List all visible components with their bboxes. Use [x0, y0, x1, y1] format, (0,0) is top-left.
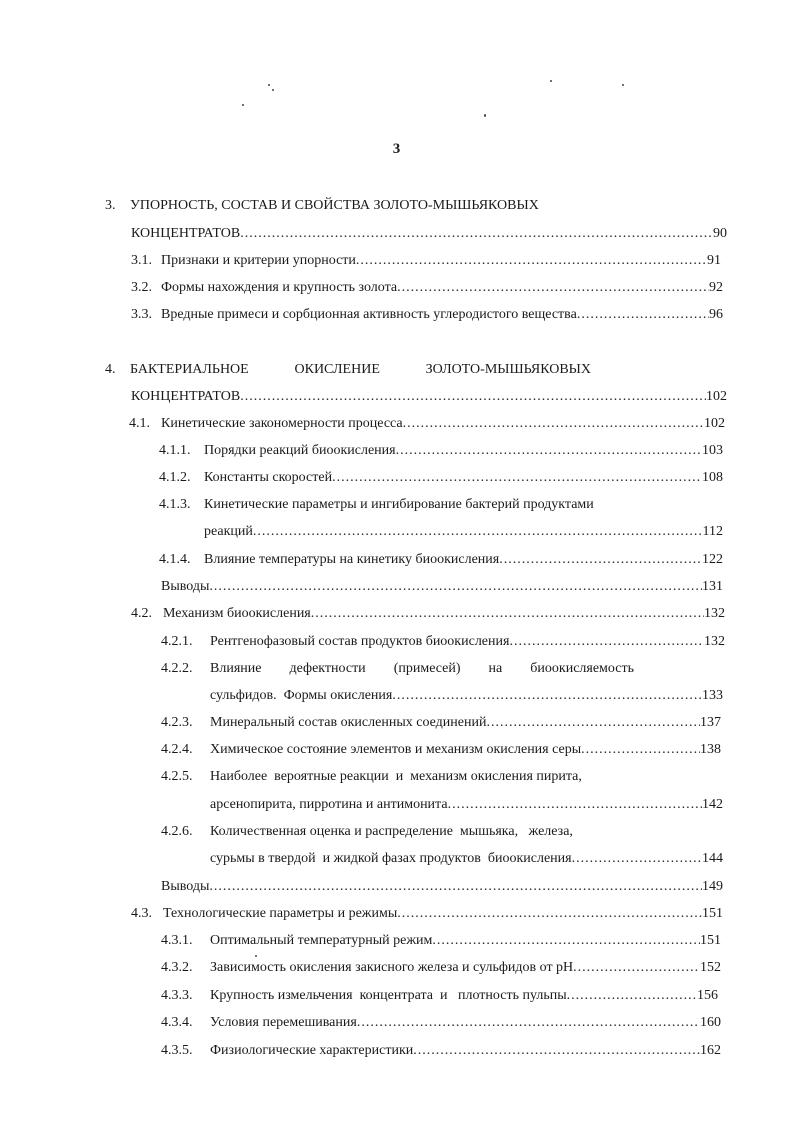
toc-title: Выводы — [161, 579, 210, 594]
toc-page: 151 — [702, 906, 723, 921]
toc-number: 3.2. — [131, 280, 152, 295]
toc-entry-3-3 — [131, 305, 723, 325]
toc-title: Влияние температуры на кинетику биоокисления — [204, 552, 500, 567]
toc-page: 151 — [700, 933, 721, 948]
toc-title: Порядки реакций биоокисления — [204, 443, 396, 458]
toc-section-4-2 — [131, 604, 725, 624]
toc-page: 131 — [702, 579, 723, 594]
toc-title: арсенопирита, пирротина и антимонита — [210, 797, 448, 812]
toc-title: КОНЦЕНТРАТОВ — [131, 389, 241, 404]
toc-page: 162 — [700, 1043, 721, 1058]
toc-title: Кинетические параметры и ингибирование бактерий продуктами — [204, 497, 594, 512]
toc-leader-dots — [311, 604, 704, 624]
toc-title: КОНЦЕНТРАТОВ — [131, 226, 241, 241]
toc-leader-dots — [240, 387, 706, 407]
toc-title: Крупность измельчения концентрата и плотность пульпы — [210, 988, 567, 1003]
toc-title: Рентгенофазовый состав продуктов биоокисления — [210, 634, 510, 649]
toc-number: 4.2.2. — [161, 661, 193, 676]
toc-title: Признаки и критерии упорности — [161, 253, 356, 268]
toc-entry-4-2-6-continuation — [210, 849, 723, 869]
toc-leader-dots — [357, 1013, 700, 1033]
scan-speck — [484, 114, 486, 117]
toc-leader-dots — [403, 414, 704, 434]
toc-title: Формы нахождения и крупность золота — [161, 280, 398, 295]
scan-speck — [242, 104, 244, 106]
toc-title: Физиологические характеристики — [210, 1043, 414, 1058]
toc-section-4-1 — [129, 414, 725, 434]
toc-title-word: биоокисляемость — [530, 661, 634, 676]
toc-page: 138 — [700, 742, 721, 757]
toc-chapter-3-continuation — [131, 224, 727, 244]
toc-title-word: БАКТЕРИАЛЬНОЕ — [130, 362, 249, 377]
toc-title-word: (примесей) — [393, 661, 461, 676]
toc-title: сульфидов. Формы окисления — [210, 688, 393, 703]
toc-title: Условия перемешивания — [210, 1015, 357, 1030]
toc-title-word: на — [488, 661, 503, 676]
toc-title: Оптимальный температурный режим — [210, 933, 433, 948]
toc-title: Количественная оценка и распределение мышьяка, железа, — [210, 824, 573, 839]
toc-leader-dots — [581, 740, 700, 760]
toc-title: Выводы — [161, 879, 210, 894]
toc-leader-dots — [432, 931, 700, 951]
toc-title: сурьмы в твердой и жидкой фазах продуктов биоокисления — [210, 851, 572, 866]
toc-chapter-3-title — [105, 196, 705, 216]
toc-number: 4.3.5. — [161, 1043, 193, 1058]
toc-title-word: дефектности — [289, 661, 366, 676]
toc-page: 92 — [709, 280, 723, 295]
toc-leader-dots — [448, 795, 702, 815]
toc-leader-dots — [499, 550, 702, 570]
scan-speck — [272, 89, 274, 91]
toc-title: УПОРНОСТЬ, СОСТАВ И СВОЙСТВА ЗОЛОТО-МЫШЬЯКОВЫХ — [130, 198, 539, 213]
toc-number: 3.1. — [131, 253, 152, 268]
toc-page: 103 — [702, 443, 723, 458]
toc-entry-4-3-5 — [161, 1041, 721, 1061]
toc-page: 108 — [702, 470, 723, 485]
toc-page: 102 — [704, 416, 725, 431]
toc-number: 4.1.4. — [159, 552, 191, 567]
toc-title — [210, 659, 634, 679]
toc-number: 4. — [105, 362, 116, 377]
toc-entry-4-1-3 — [159, 495, 659, 515]
toc-leader-dots — [397, 278, 709, 298]
toc-number: 4.3.1. — [161, 933, 193, 948]
scan-speck — [255, 955, 257, 957]
toc-number: 4.2.1. — [161, 634, 193, 649]
toc-entry-4-3-1 — [161, 931, 721, 951]
toc-leader-dots — [356, 251, 707, 271]
toc-page: 91 — [707, 253, 721, 268]
toc-leader-dots — [240, 224, 713, 244]
toc-number: 4.2.5. — [161, 769, 193, 784]
toc-page: 96 — [709, 307, 723, 322]
toc-number: 3. — [105, 198, 116, 213]
toc-title: Кинетические закономерности процесса — [161, 416, 403, 431]
toc-leader-dots — [209, 577, 702, 597]
toc-page: 144 — [702, 851, 723, 866]
toc-title: Механизм биоокисления — [163, 606, 311, 621]
toc-number: 4.2.4. — [161, 742, 193, 757]
toc-entry-4-1-3-continuation — [204, 522, 723, 542]
toc-page: 142 — [702, 797, 723, 812]
scan-speck — [622, 84, 624, 86]
toc-number: 4.2. — [131, 606, 152, 621]
toc-entry-4-2-2-continuation — [210, 686, 723, 706]
toc-title: Минеральный состав окисленных соединений — [210, 715, 487, 730]
toc-page: 112 — [702, 524, 723, 539]
toc-page: 152 — [700, 960, 721, 975]
toc-chapter-4-title — [105, 360, 591, 380]
toc-page: 132 — [704, 634, 725, 649]
toc-title: Вредные примеси и сорбционная активность углеродистого вещества — [161, 307, 577, 322]
toc-leader-dots — [567, 986, 697, 1006]
toc-number: 4.1.2. — [159, 470, 191, 485]
toc-number: 4.2.6. — [161, 824, 193, 839]
toc-title: Зависимость окисления закисного железа и сульфидов от pH — [210, 960, 574, 975]
toc-page: 133 — [702, 688, 723, 703]
toc-page: 90 — [713, 226, 727, 241]
toc-number: 4.2.3. — [161, 715, 193, 730]
scan-speck — [268, 84, 270, 86]
toc-title: Константы скоростей — [204, 470, 333, 485]
toc-title: реакций — [204, 524, 253, 539]
toc-entry-4-3-4 — [161, 1013, 721, 1033]
toc-title-word: ОКИСЛЕНИЕ — [294, 362, 380, 377]
toc-leader-dots — [396, 441, 702, 461]
toc-leader-dots — [486, 713, 700, 733]
scan-speck — [550, 80, 552, 82]
toc-section-4-3 — [131, 904, 723, 924]
toc-entry-4-2-conclusions — [161, 877, 723, 897]
toc-entry-4-2-5-continuation — [210, 795, 723, 815]
toc-page: 102 — [706, 389, 727, 404]
toc-page: 160 — [700, 1015, 721, 1030]
toc-page: 132 — [704, 606, 725, 621]
toc-leader-dots — [392, 686, 702, 706]
toc-title: Химическое состояние элементов и механизм окисления серы — [210, 742, 582, 757]
toc-leader-dots — [573, 958, 700, 978]
toc-number: 4.3.2. — [161, 960, 193, 975]
toc-entry-4-3-3 — [161, 986, 718, 1006]
toc-entry-4-1-conclusions — [161, 577, 723, 597]
toc-leader-dots — [577, 305, 709, 325]
toc-chapter-4-continuation — [131, 387, 727, 407]
toc-leader-dots — [332, 468, 702, 488]
page-number: 3 — [392, 141, 401, 157]
toc-entry-4-1-1 — [159, 441, 723, 461]
toc-entry-4-2-5 — [161, 767, 641, 787]
toc-entry-3-1 — [131, 251, 721, 271]
toc-entry-4-2-3 — [161, 713, 721, 733]
toc-leader-dots — [397, 904, 702, 924]
toc-entry-4-2-1 — [161, 632, 725, 652]
toc-leader-dots — [253, 522, 703, 542]
toc-page: 137 — [700, 715, 721, 730]
toc-number: 4.3. — [131, 906, 152, 921]
toc-page: 149 — [702, 879, 723, 894]
toc-entry-4-1-2 — [159, 468, 723, 488]
toc-page: 156 — [697, 988, 718, 1003]
toc-entry-4-2-4 — [161, 740, 721, 760]
toc-leader-dots — [572, 849, 702, 869]
toc-page: 122 — [702, 552, 723, 567]
toc-leader-dots — [209, 877, 702, 897]
toc-number: 3.3. — [131, 307, 152, 322]
toc-entry-4-2-2 — [161, 659, 634, 679]
toc-title-word: Влияние — [210, 661, 262, 676]
toc-leader-dots — [413, 1041, 700, 1061]
toc-number: 4.1. — [129, 416, 150, 431]
toc-leader-dots — [509, 632, 704, 652]
toc-entry-4-3-2 — [161, 958, 721, 978]
toc-title-word: ЗОЛОТО-МЫШЬЯКОВЫХ — [425, 362, 591, 377]
toc-number: 4.1.1. — [159, 443, 191, 458]
toc-entry-4-2-6 — [161, 822, 641, 842]
toc-number: 4.3.4. — [161, 1015, 193, 1030]
toc-entry-3-2 — [131, 278, 723, 298]
toc-entry-4-1-4 — [159, 550, 723, 570]
toc-title: Технологические параметры и режимы — [163, 906, 398, 921]
toc-title: Наиболее вероятные реакции и механизм окисления пирита, — [210, 769, 582, 784]
toc-number: 4.3.3. — [161, 988, 193, 1003]
toc-number: 4.1.3. — [159, 497, 191, 512]
toc-title — [130, 360, 591, 380]
